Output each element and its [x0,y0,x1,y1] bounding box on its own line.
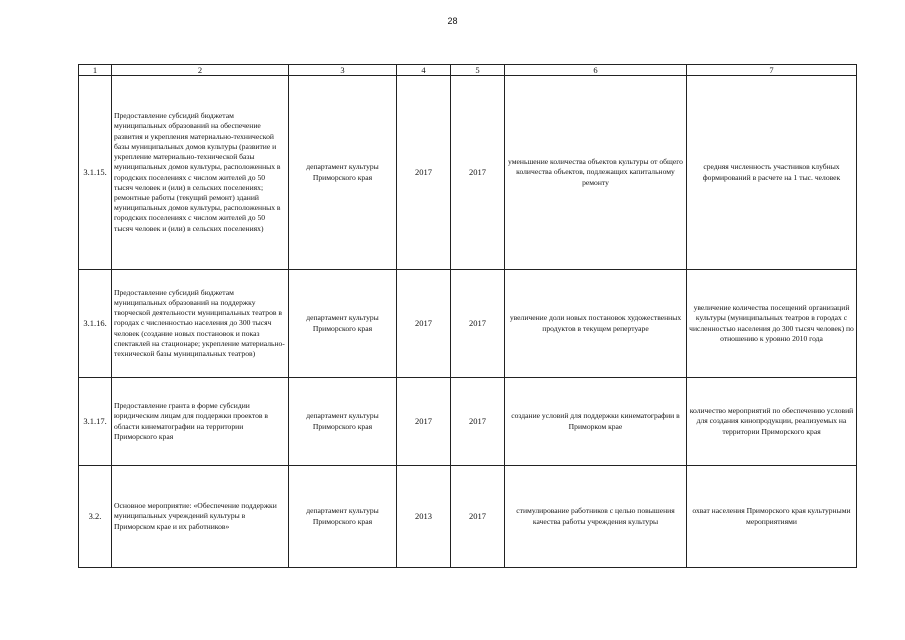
executor: департамент культуры Приморского края [289,466,397,568]
expected-result: создание условий для поддержки кинематографии в Приморком крае [505,378,687,466]
executor: департамент культуры Приморского края [289,76,397,270]
header-cell: 2 [112,65,289,76]
table-header-row [79,65,857,76]
row-number: 3.1.15. [79,76,112,270]
end-year: 2017 [451,270,505,378]
program-activities-table [78,64,857,568]
start-year: 2017 [397,378,451,466]
row-number: 3.1.16. [79,270,112,378]
start-year: 2013 [397,466,451,568]
header-cell: 5 [451,65,505,76]
header-cell: 3 [289,65,397,76]
table-row [79,76,857,270]
activity-name: Предоставление субсидий бюджетам муниципальных образований на поддержку творческой деятельности муниципальных театров в городах с численностью населения до 300 тысяч человек (создание новых постановок и показ спектаклей на стационаре; укрепление материально-технической базы муниципальных театров) [112,270,289,378]
expected-result: увеличение доли новых постановок художественных продуктов в текущем репертуаре [505,270,687,378]
end-year: 2017 [451,378,505,466]
expected-result: уменьшение количества объектов культуры от общего количества объектов, подлежащих капитальному ремонту [505,76,687,270]
indicator: средняя численность участников клубных формирований в расчете на 1 тыс. человек [687,76,857,270]
end-year: 2017 [451,466,505,568]
expected-result: стимулирование работников с целью повышения качества работы учреждения культуры [505,466,687,568]
end-year: 2017 [451,76,505,270]
start-year: 2017 [397,270,451,378]
indicator: увеличение количества посещений организаций культуры (муниципальных театров в городах с численностью населения до 300 тысяч человек) по отношению к уровню 2010 года [687,270,857,378]
header-cell: 7 [687,65,857,76]
start-year: 2017 [397,76,451,270]
table-row [79,466,857,568]
indicator: охват населения Приморского края культурными мероприятиями [687,466,857,568]
header-cell: 4 [397,65,451,76]
row-number: 3.2. [79,466,112,568]
activity-name: Предоставление гранта в форме субсидии юридическим лицам для поддержки проектов в области кинематографии на территории Приморского края [112,378,289,466]
table-row [79,270,857,378]
page-number: 28 [447,16,458,26]
header-cell: 1 [79,65,112,76]
activity-name: Основное мероприятие: «Обеспечение поддержки муниципальных учреждений культуры в Приморском крае и их работников» [112,466,289,568]
activity-name: Предоставление субсидий бюджетам муниципальных образований на обеспечение развития и укрепления материально-технической базы муниципальных домов культуры (развитие и укрепление материально-технической базы муниципальных домов культуры, расположенных в городских поселениях с числом жителей до 50 тысяч человек и (или) в сельских поселениях; ремонтные работы (текущий ремонт) зданий муниципальных домов культуры, расположенных в городских поселениях с числом жителей до 50 тысяч человек и (или) в сельских поселениях) [112,76,289,270]
indicator: количество мероприятий по обеспечению условий для создания кинопродукции, реализуемых на территории Приморского края [687,378,857,466]
executor: департамент культуры Приморского края [289,378,397,466]
table-row [79,378,857,466]
header-cell: 6 [505,65,687,76]
executor: департамент культуры Приморского края [289,270,397,378]
row-number: 3.1.17. [79,378,112,466]
